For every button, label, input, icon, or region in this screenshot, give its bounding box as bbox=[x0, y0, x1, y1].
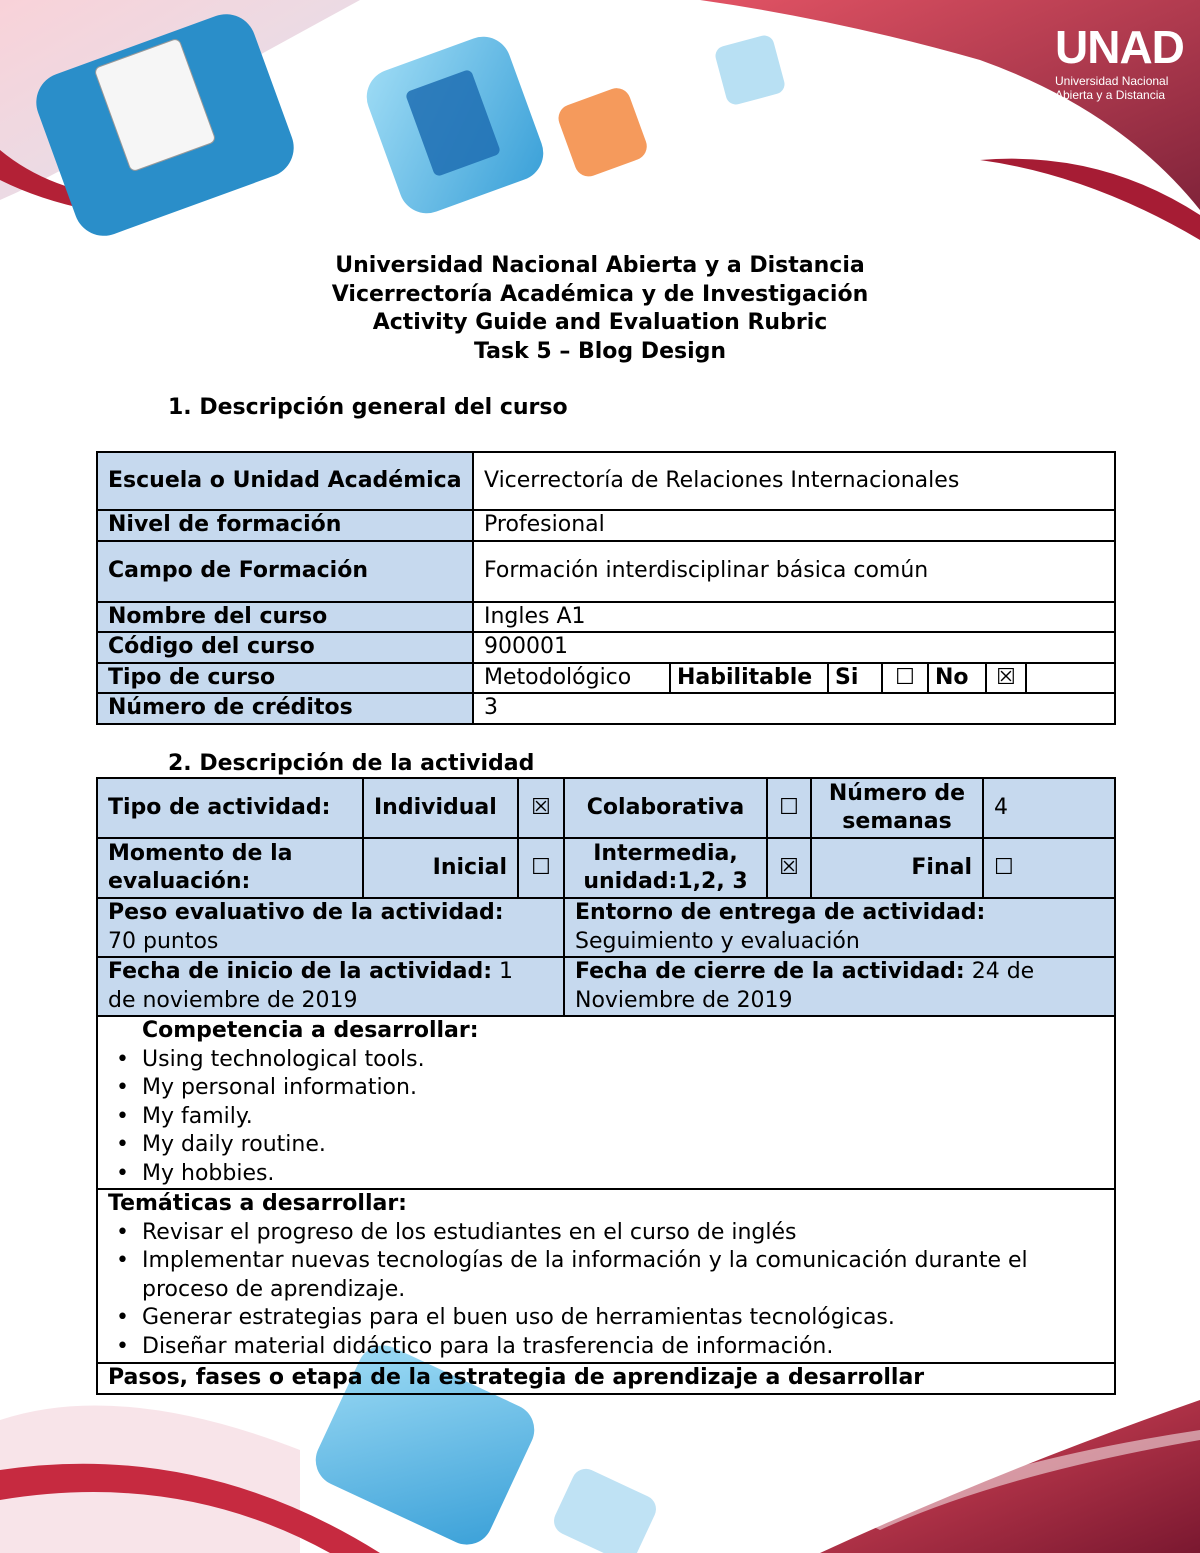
inicio-cell bbox=[97, 957, 564, 1016]
list-item: • Diseñar material didáctico para la trasferencia de información. bbox=[108, 1333, 1104, 1362]
momento-line1: Momento de la bbox=[108, 840, 293, 866]
table-row bbox=[97, 1016, 1115, 1189]
list-item: • My personal information. bbox=[108, 1074, 1104, 1103]
semanas-value: 4 bbox=[983, 778, 1115, 838]
inicial-checkbox[interactable]: ☐ bbox=[518, 838, 564, 898]
tipo-actividad-label: Tipo de actividad: bbox=[97, 778, 363, 838]
table-row bbox=[97, 602, 1115, 633]
momento-label bbox=[97, 838, 363, 898]
table-row bbox=[97, 838, 1115, 898]
tipo-curso-inner bbox=[474, 664, 1114, 693]
row-value: 900001 bbox=[473, 632, 1115, 663]
peso-value: 70 puntos bbox=[108, 928, 219, 954]
section1-title: 1. Descripción general del curso bbox=[168, 395, 568, 420]
header-guide-title: Activity Guide and Evaluation Rubric bbox=[372, 310, 828, 335]
list-item: • My family. bbox=[108, 1103, 1104, 1132]
numero-semanas-label bbox=[811, 778, 983, 838]
intermedia-line2: unidad:1,2, 3 bbox=[583, 869, 748, 894]
row-label: Tipo de curso bbox=[97, 663, 473, 694]
numero-semanas-line2: semanas bbox=[842, 809, 952, 834]
competencia-cell bbox=[97, 1016, 1115, 1189]
individual-checkbox[interactable]: ☒ bbox=[518, 778, 564, 838]
table-row bbox=[97, 510, 1115, 541]
row-label: Nivel de formación bbox=[97, 510, 473, 541]
table-row bbox=[97, 778, 1115, 838]
row-label: Código del curso bbox=[97, 632, 473, 663]
header-task-title: Task 5 – Blog Design bbox=[473, 338, 727, 364]
tipo-value: Metodológico bbox=[484, 664, 632, 690]
list-item: • Revisar el progreso de los estudiantes en el curso de inglés bbox=[108, 1219, 1104, 1248]
si-checkbox[interactable]: ☐ bbox=[882, 664, 928, 693]
momento-line2: evaluación: bbox=[108, 869, 251, 894]
row-label: Campo de Formación bbox=[97, 541, 473, 602]
tipo-curso-cell bbox=[473, 663, 1115, 694]
tematicas-title: Temáticas a desarrollar: bbox=[108, 1191, 407, 1216]
intermedia-line1: Intermedia, bbox=[593, 840, 738, 866]
row-label: Número de créditos bbox=[97, 693, 473, 724]
competencia-title: Competencia a desarrollar: bbox=[142, 1018, 479, 1043]
table-row bbox=[97, 1189, 1115, 1363]
final-checkbox[interactable]: ☐ bbox=[983, 838, 1115, 898]
cierre-value-a: 24 de bbox=[971, 959, 1035, 984]
final-label: Final bbox=[811, 838, 983, 898]
inicio-value-a: 1 bbox=[499, 959, 514, 984]
header-university: Universidad Nacional Abierta y a Distancia bbox=[335, 253, 865, 278]
tematicas-cell bbox=[97, 1189, 1115, 1363]
inicial-label: Inicial bbox=[363, 838, 518, 898]
row-value: Formación interdisciplinar básica común bbox=[473, 541, 1115, 602]
row-label: Nombre del curso bbox=[97, 602, 473, 633]
logo-brand: UNAD bbox=[1055, 21, 1184, 73]
row-value: Profesional bbox=[473, 510, 1115, 541]
table-row bbox=[97, 632, 1115, 663]
list-item: • Generar estrategias para el buen uso de herramientas tecnológicas. bbox=[108, 1304, 1104, 1333]
course-info-table bbox=[96, 451, 1116, 725]
table-row bbox=[97, 452, 1115, 510]
header-vicerrectoria: Vicerrectoría Académica y de Investigación bbox=[331, 281, 869, 307]
entorno-cell bbox=[564, 898, 1115, 957]
list-item: • My daily routine. bbox=[108, 1131, 1104, 1160]
row-value: Vicerrectoría de Relaciones Internacionales bbox=[473, 452, 1115, 510]
table-row bbox=[97, 693, 1115, 724]
numero-semanas-line1: Número de bbox=[828, 780, 966, 806]
section2-title: 2. Descripción de la actividad bbox=[168, 751, 535, 776]
tematicas-list bbox=[108, 1219, 1104, 1362]
unad-logo bbox=[1055, 20, 1184, 102]
habilitable-label: Habilitable bbox=[670, 664, 828, 693]
table-row bbox=[97, 957, 1115, 1016]
colaborativa-checkbox[interactable]: ☐ bbox=[767, 778, 811, 838]
pasos-cell: Pasos, fases o etapa de la estrategia de aprendizaje a desarrollar bbox=[97, 1363, 1115, 1394]
cierre-value-b: Noviembre de 2019 bbox=[575, 987, 793, 1013]
row-value: Ingles A1 bbox=[473, 602, 1115, 633]
entorno-value: Seguimiento y evaluación bbox=[575, 928, 860, 954]
no-label: No bbox=[928, 664, 986, 693]
table-row bbox=[97, 541, 1115, 602]
competencia-list bbox=[108, 1046, 1104, 1189]
cierre-cell bbox=[564, 957, 1115, 1016]
table-row bbox=[97, 663, 1115, 694]
list-item: • My hobbies. bbox=[108, 1160, 1104, 1189]
list-item: • Using technological tools. bbox=[108, 1046, 1104, 1075]
si-label: Si bbox=[828, 664, 882, 693]
colaborativa-label: Colaborativa bbox=[564, 778, 767, 838]
document-header bbox=[0, 252, 1200, 366]
list-item: • Implementar nuevas tecnologías de la información y la comunicación durante el proceso de aprendizaje. bbox=[108, 1247, 1104, 1304]
activity-table bbox=[96, 777, 1116, 1395]
row-value: 3 bbox=[473, 693, 1115, 724]
logo-line2: Abierta y a Distancia bbox=[1055, 88, 1166, 102]
individual-label: Individual bbox=[363, 778, 518, 838]
logo-line1: Universidad Nacional bbox=[1055, 74, 1169, 88]
no-checkbox[interactable]: ☒ bbox=[986, 664, 1026, 693]
inicio-label: Fecha de inicio de la actividad: bbox=[108, 959, 493, 984]
peso-label: Peso evaluativo de la actividad: bbox=[108, 900, 504, 925]
table-row bbox=[97, 898, 1115, 957]
table-row bbox=[97, 1363, 1115, 1394]
intermedia-label bbox=[564, 838, 767, 898]
entorno-label: Entorno de entrega de actividad: bbox=[575, 900, 986, 925]
row-label: Escuela o Unidad Académica bbox=[97, 452, 473, 510]
intermedia-checkbox[interactable]: ☒ bbox=[767, 838, 811, 898]
inicio-value-b: de noviembre de 2019 bbox=[108, 987, 358, 1013]
cierre-label: Fecha de cierre de la actividad: bbox=[575, 959, 965, 984]
peso-cell bbox=[97, 898, 564, 957]
